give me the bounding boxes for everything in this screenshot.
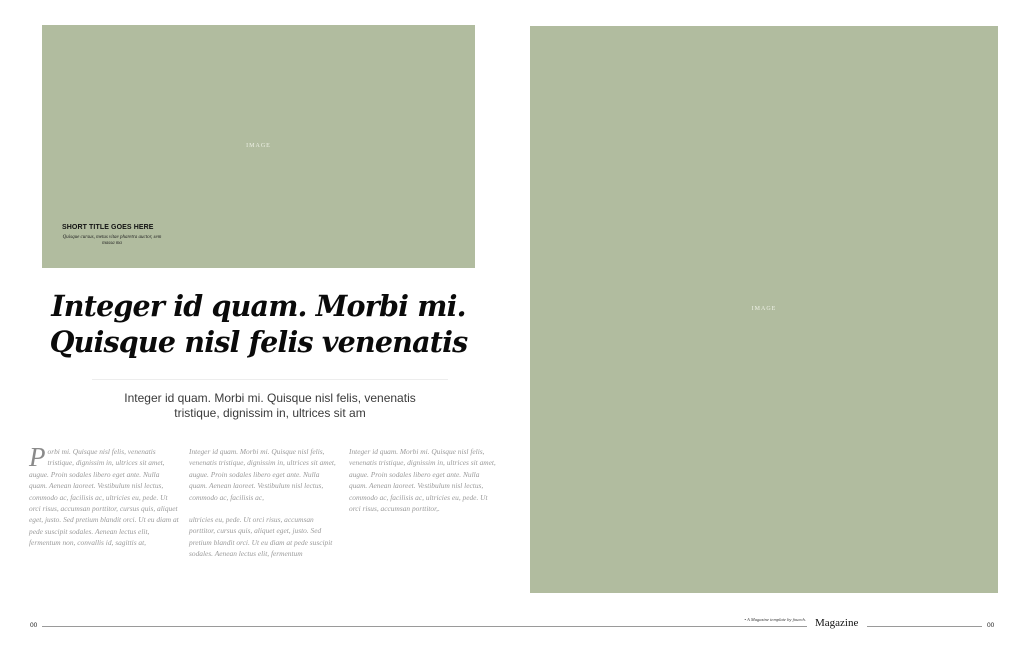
page-number-left: 00 <box>30 622 38 629</box>
paragraph <box>29 442 179 549</box>
image-label: IMAGE <box>246 143 271 149</box>
paragraph: Integer id quam. Morbi mi. Quisque nisl felis, venenatis tristique, dignissim in, ultrices sit amet, augue. Proin sodales libero eget ante. Nulla quam. Aenean laoreet. Vestibulum nisl lectus, commodo ac, facilisis ac, ultricies eu, pede. Ut orci risus, accumsan porttitor,. <box>349 447 496 514</box>
paragraph: Integer id quam. Morbi mi. Quisque nisl felis, venenatis tristique, dignissim in, ultrices sit amet, augue. Proin sodales libero eget ante. Nulla quam. Aenean laoreet. Vestibulum nisl lectus, commodo ac, facilisis ac, <box>189 447 336 502</box>
short-subtitle: Quisque cursus, metus vitae pharetra auctor, sem massa ma <box>62 235 162 246</box>
image-placeholder-left <box>42 25 475 268</box>
magazine-name: Magazine <box>815 617 859 629</box>
footer-rule-right <box>867 626 982 627</box>
paragraph: ultricies eu, pede. Ut orci risus, accumsan porttitor, cursus quis, aliquet eget, justo. Sed pretium blandit orci. Ut eu diam at pede suscipit sodales. Aenean lectus elit, fermentum <box>189 515 333 559</box>
page-number-right: 00 <box>987 622 995 629</box>
headline: Integer id quam. Morbi mi. Quisque nisl felis venenatis <box>49 289 468 359</box>
body-column-1 <box>29 442 179 560</box>
body-column-3 <box>349 446 499 525</box>
footer-credit: • A Magazine template by fouech. <box>744 617 806 622</box>
paragraph-text: orbi mi. Quisque nisl felis, venenatis tristique, dignissim in, ultrices sit amet, augue. Proin sodales libero eget ante. Nulla quam. Aenean laoreet. Vestibulum nisl lectus, commodo ac, facilisis ac, ultricies eu, pede. Ut orci risus, accumsan porttitor, cursus quis, aliquet eget, justo. Sed pretium blandit orci. Ut eu diam at pede suscipit sodales. Aenean lectus elit, fermentum non, convallis id, sagittis at, <box>29 447 179 548</box>
subheading: Integer id quam. Morbi mi. Quisque nisl felis, venenatis tristique, dignissim in, ultrices sit am <box>124 391 416 420</box>
image-placeholder-right <box>530 26 998 593</box>
divider <box>92 379 448 380</box>
short-title: SHORT TITLE GOES HERE <box>62 224 154 231</box>
footer-rule-left <box>42 626 807 627</box>
body-column-2 <box>189 446 339 571</box>
image-label: IMAGE <box>751 306 777 312</box>
drop-cap: P <box>29 442 46 472</box>
